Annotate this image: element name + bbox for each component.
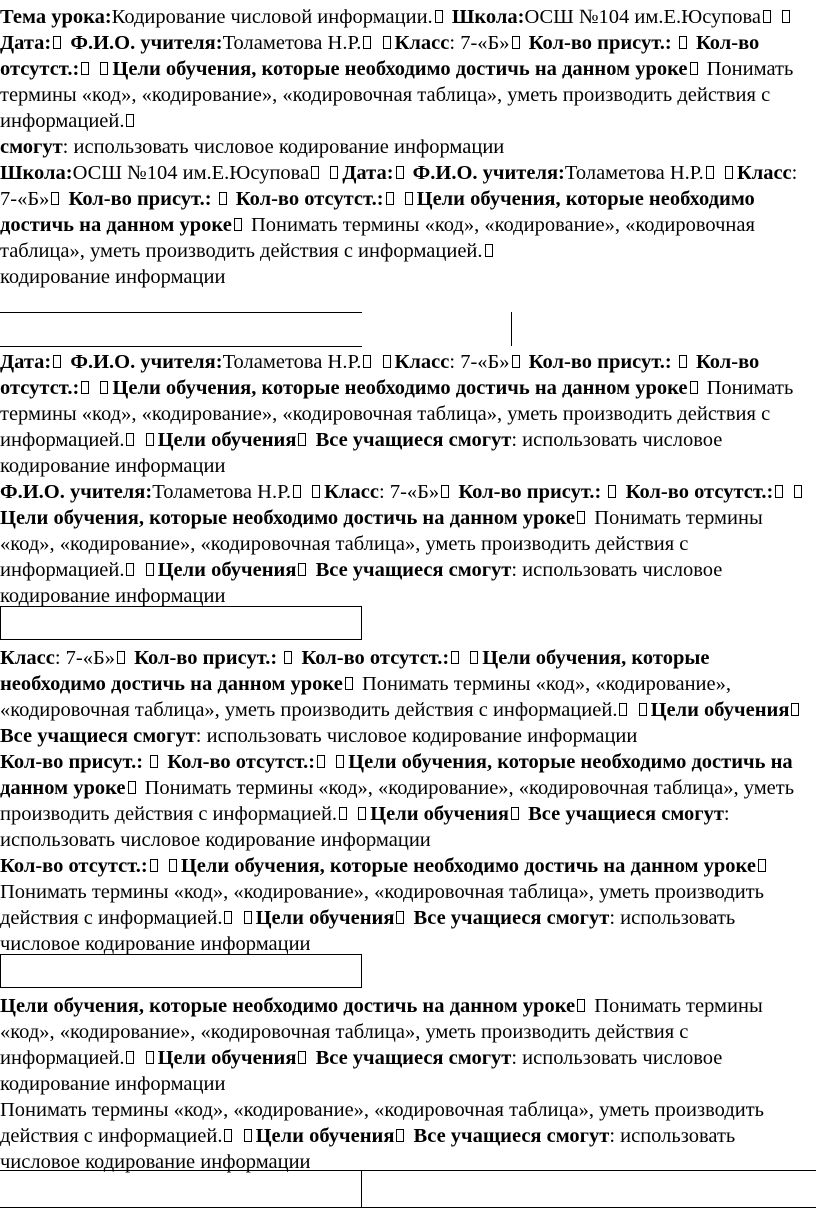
can-label: смогут bbox=[0, 136, 63, 158]
header-block-3: Дата: Ф.И.О. учителя:Толаметова Н.Р. Класс: 7-«Б» Кол-во присут.: Кол-во отсутст.: Цели обучения, которые необходимо достичь на данном уроке Понимать термины «код», «кодирование», «кодировочная таблица», уметь производить действия с информацией. Цели обучения Все учащиеся смогут: использовать числовое кодирование информации bbox=[0, 351, 794, 477]
divider bbox=[511, 312, 512, 346]
goal-text: Понимать термины «код», «кодирование», «кодировочная таблица», уметь производить действия с информацией. bbox=[0, 881, 765, 929]
present-label: Кол-во присут.: bbox=[528, 32, 672, 54]
topic-label: Тема урока: bbox=[0, 6, 112, 28]
outcome-text: использовать числовое кодирование информации bbox=[0, 429, 723, 477]
goals-label: Цели обучения, которые необходимо достичь на данном уроке bbox=[0, 751, 793, 799]
goals-label: Цели обучения, которые необходимо достичь на данном уроке bbox=[0, 647, 710, 695]
date-label: Дата: bbox=[342, 162, 394, 184]
goal-text: Понимать термины «код», «кодирование», «кодировочная таблица», уметь производить действия с информацией. bbox=[0, 1099, 765, 1147]
absent-label: Кол-во отсутст.: bbox=[625, 481, 774, 503]
divider bbox=[0, 346, 362, 347]
class-label: Класс bbox=[736, 162, 792, 184]
teacher-value: Толаметова Н.Р. bbox=[222, 32, 362, 54]
teacher-label: Ф.И.О. учителя: bbox=[412, 162, 565, 184]
goals-short-label: Цели обучения bbox=[255, 1125, 395, 1147]
all-students-label: Все учащиеся смогут bbox=[315, 1047, 512, 1069]
school-label: Школа: bbox=[451, 6, 525, 28]
goals-short-label: Цели обучения bbox=[650, 699, 790, 721]
goal-text: Понимать термины «код», «кодирование», «кодировочная таблица», уметь производить действия с информацией. bbox=[0, 507, 763, 581]
class-value: 7-«Б» bbox=[389, 481, 440, 503]
goal-text: Понимать термины «код», «кодирование», «кодировочная таблица», уметь производить действия с информацией. bbox=[0, 995, 763, 1069]
outcome-text: использовать числовое кодирование информации bbox=[0, 1125, 736, 1173]
goals-label: Цели обучения, которые необходимо достичь на данном уроке bbox=[0, 995, 576, 1017]
outcome-text: использовать числовое кодирование информации bbox=[0, 1047, 723, 1095]
goals-label: Цели обучения, которые необходимо достичь на данном уроке bbox=[180, 855, 756, 877]
class-value: 7-«Б» bbox=[460, 351, 510, 373]
goals-label: Цели обучения, которые необходимо достичь на данном уроке bbox=[112, 377, 688, 399]
empty-cell bbox=[0, 954, 362, 988]
goal-text: Понимать термины «код», «кодирование», «кодировочная таблица», уметь производить действия с информацией. bbox=[0, 58, 794, 132]
header-block-9: Понимать термины «код», «кодирование», «кодировочная таблица», уметь производить действия с информацией. Цели обучения Все учащиеся смогут: использовать числовое кодирование информации bbox=[0, 1099, 765, 1173]
class-label: Класс bbox=[394, 351, 450, 373]
fragment-text: кодирование информации bbox=[0, 266, 226, 288]
header-block-6: Кол-во присут.: Кол-во отсутст.: Цели обучения, которые необходимо достичь на данном уроке Понимать термины «код», «кодирование», «кодировочная таблица», уметь производить действия с информацией. Цели обучения Все учащиеся смогут: использовать числовое кодирование информации bbox=[0, 751, 795, 851]
teacher-value: Толаметова Н.Р. bbox=[564, 162, 704, 184]
all-students-label: Все учащиеся смогут bbox=[413, 1125, 610, 1147]
class-value: 7-«Б» bbox=[0, 188, 50, 210]
header-block-5: Класс: 7-«Б» Кол-во присут.: Кол-во отсутст.: Цели обучения, которые необходимо достичь на данном уроке Понимать термины «код», «кодирование», «кодировочная таблица», уметь производить действия с информацией. Цели обучения Все учащиеся смогут: использовать числовое кодирование информации bbox=[0, 645, 812, 749]
all-students-label: Все учащиеся смогут bbox=[315, 429, 512, 451]
goal-text: Понимать термины «код», «кодирование», «кодировочная таблица», уметь производить действия с информацией. bbox=[0, 377, 794, 451]
empty-cell bbox=[0, 606, 362, 640]
outcome-text: использовать числовое кодирование информации bbox=[206, 725, 638, 747]
goals-label: Цели обучения, которые необходимо достичь на данном уроке bbox=[0, 188, 755, 236]
teacher-value: Толаметова Н.Р. bbox=[222, 351, 362, 373]
all-students-label: Все учащиеся смогут bbox=[0, 725, 196, 747]
class-label: Класс bbox=[394, 32, 450, 54]
outcome-text: использовать числовое кодирование информации bbox=[73, 136, 505, 158]
divider bbox=[0, 1207, 816, 1208]
teacher-value: Толаметова Н.Р. bbox=[152, 481, 292, 503]
goals-label: Цели обучения, которые необходимо достичь на данном уроке bbox=[0, 507, 576, 529]
school-value: ОСШ №104 им.Е.Юсупова bbox=[524, 6, 761, 28]
header-block-8: Цели обучения, которые необходимо достичь на данном уроке Понимать термины «код», «кодирование», «кодировочная таблица», уметь производить действия с информацией. Цели обучения Все учащиеся смогут: использовать числовое кодирование информации bbox=[0, 995, 763, 1095]
class-label: Класс bbox=[324, 481, 379, 503]
date-label: Дата: bbox=[0, 351, 52, 373]
present-label: Кол-во присут.: bbox=[134, 647, 278, 669]
outcome-text: использовать числовое кодирование информации bbox=[0, 829, 431, 851]
topic-value: Кодирование числовой информации. bbox=[111, 6, 433, 28]
divider bbox=[361, 1170, 362, 1207]
teacher-label: Ф.И.О. учителя: bbox=[70, 32, 223, 54]
present-label: Кол-во присут.: bbox=[528, 351, 672, 373]
date-label: Дата: bbox=[0, 32, 52, 54]
goals-short-label: Цели обучения bbox=[255, 907, 395, 929]
present-label: Кол-во присут.: bbox=[68, 188, 212, 210]
class-label: Класс bbox=[0, 647, 55, 669]
teacher-label: Ф.И.О. учителя: bbox=[0, 481, 153, 503]
class-value: 7-«Б» bbox=[65, 647, 116, 669]
goals-short-label: Цели обучения bbox=[157, 559, 297, 581]
header-block-4: Ф.И.О. учителя:Толаметова Н.Р. Класс: 7-«Б» Кол-во присут.: Кол-во отсутст.: Цели обучения, которые необходимо достичь на данном уроке Понимать термины «код», «кодирование», «кодировочная таблица», уметь производить действия с информацией. Цели обучения Все учащиеся смогут: использовать числовое кодирование информации bbox=[0, 479, 812, 609]
all-students-label: Все учащиеся смогут bbox=[413, 907, 610, 929]
goal-text: Понимать термины «код», «кодирование», «кодировочная таблица», уметь производить действия с информацией. bbox=[0, 777, 795, 825]
goals-short-label: Цели обучения bbox=[157, 429, 297, 451]
school-value: ОСШ №104 им.Е.Юсупова bbox=[72, 162, 310, 184]
goals-short-label: Цели обучения bbox=[157, 1047, 297, 1069]
absent-label: Кол-во отсутст.: bbox=[0, 351, 760, 399]
absent-label: Кол-во отсутст.: bbox=[167, 751, 316, 773]
outcome-text: использовать числовое кодирование информации bbox=[0, 907, 736, 955]
header-block-2: Школа:ОСШ №104 им.Е.Юсупова Дата: Ф.И.О. учителя:Толаметова Н.Р. Класс: 7-«Б» Кол-во присут.: Кол-во отсутст.: Цели обучения, которые необходимо достичь на данном уроке Понимать термины «код», «кодирование», «кодировочная таблица», уметь производить действия с информацией. кодирование информации bbox=[0, 162, 798, 288]
absent-label: Кол-во отсутст.: bbox=[235, 188, 384, 210]
absent-label: Кол-во отсутст.: bbox=[0, 32, 760, 80]
header-block-7: Кол-во отсутст.: Цели обучения, которые необходимо достичь на данном уроке Понимать термины «код», «кодирование», «кодировочная таблица», уметь производить действия с информацией. Цели обучения Все учащиеся смогут: использовать числовое кодирование информации bbox=[0, 855, 765, 955]
all-students-label: Все учащиеся смогут bbox=[528, 803, 724, 825]
goals-label: Цели обучения, которые необходимо достичь на данном уроке bbox=[112, 58, 688, 80]
all-students-label: Все учащиеся смогут bbox=[315, 559, 512, 581]
absent-label: Кол-во отсутст.: bbox=[301, 647, 450, 669]
present-label: Кол-во присут.: bbox=[458, 481, 602, 503]
goals-short-label: Цели обучения bbox=[370, 803, 509, 825]
teacher-label: Ф.И.О. учителя: bbox=[70, 351, 223, 373]
divider bbox=[0, 1170, 816, 1171]
goal-text: Понимать термины «код», «кодирование», «кодировочная таблица», уметь производить действия с информацией. bbox=[0, 673, 732, 721]
present-label: Кол-во присут.: bbox=[0, 751, 144, 773]
class-value: 7-«Б» bbox=[460, 32, 510, 54]
outcome-text: использовать числовое кодирование информации bbox=[0, 559, 723, 607]
header-block-1: Тема урока:Кодирование числовой информации. Школа:ОСШ №104 им.Е.Юсупова Дата: Ф.И.О. учителя:Толаметова Н.Р. Класс: 7-«Б» Кол-во присут.: Кол-во отсутст.: Цели обучения, которые необходимо достичь на данном уроке Понимать термины «код», «кодирование», «кодировочная таблица», уметь производить действия с информацией. смогут: использовать числовое кодирование информации bbox=[0, 6, 794, 158]
divider bbox=[0, 312, 362, 313]
goal-text: Понимать термины «код», «кодирование», «кодировочная таблица», уметь производить действия с информацией. bbox=[0, 214, 755, 262]
absent-label: Кол-во отсутст.: bbox=[0, 855, 148, 877]
school-label: Школа: bbox=[0, 162, 73, 184]
